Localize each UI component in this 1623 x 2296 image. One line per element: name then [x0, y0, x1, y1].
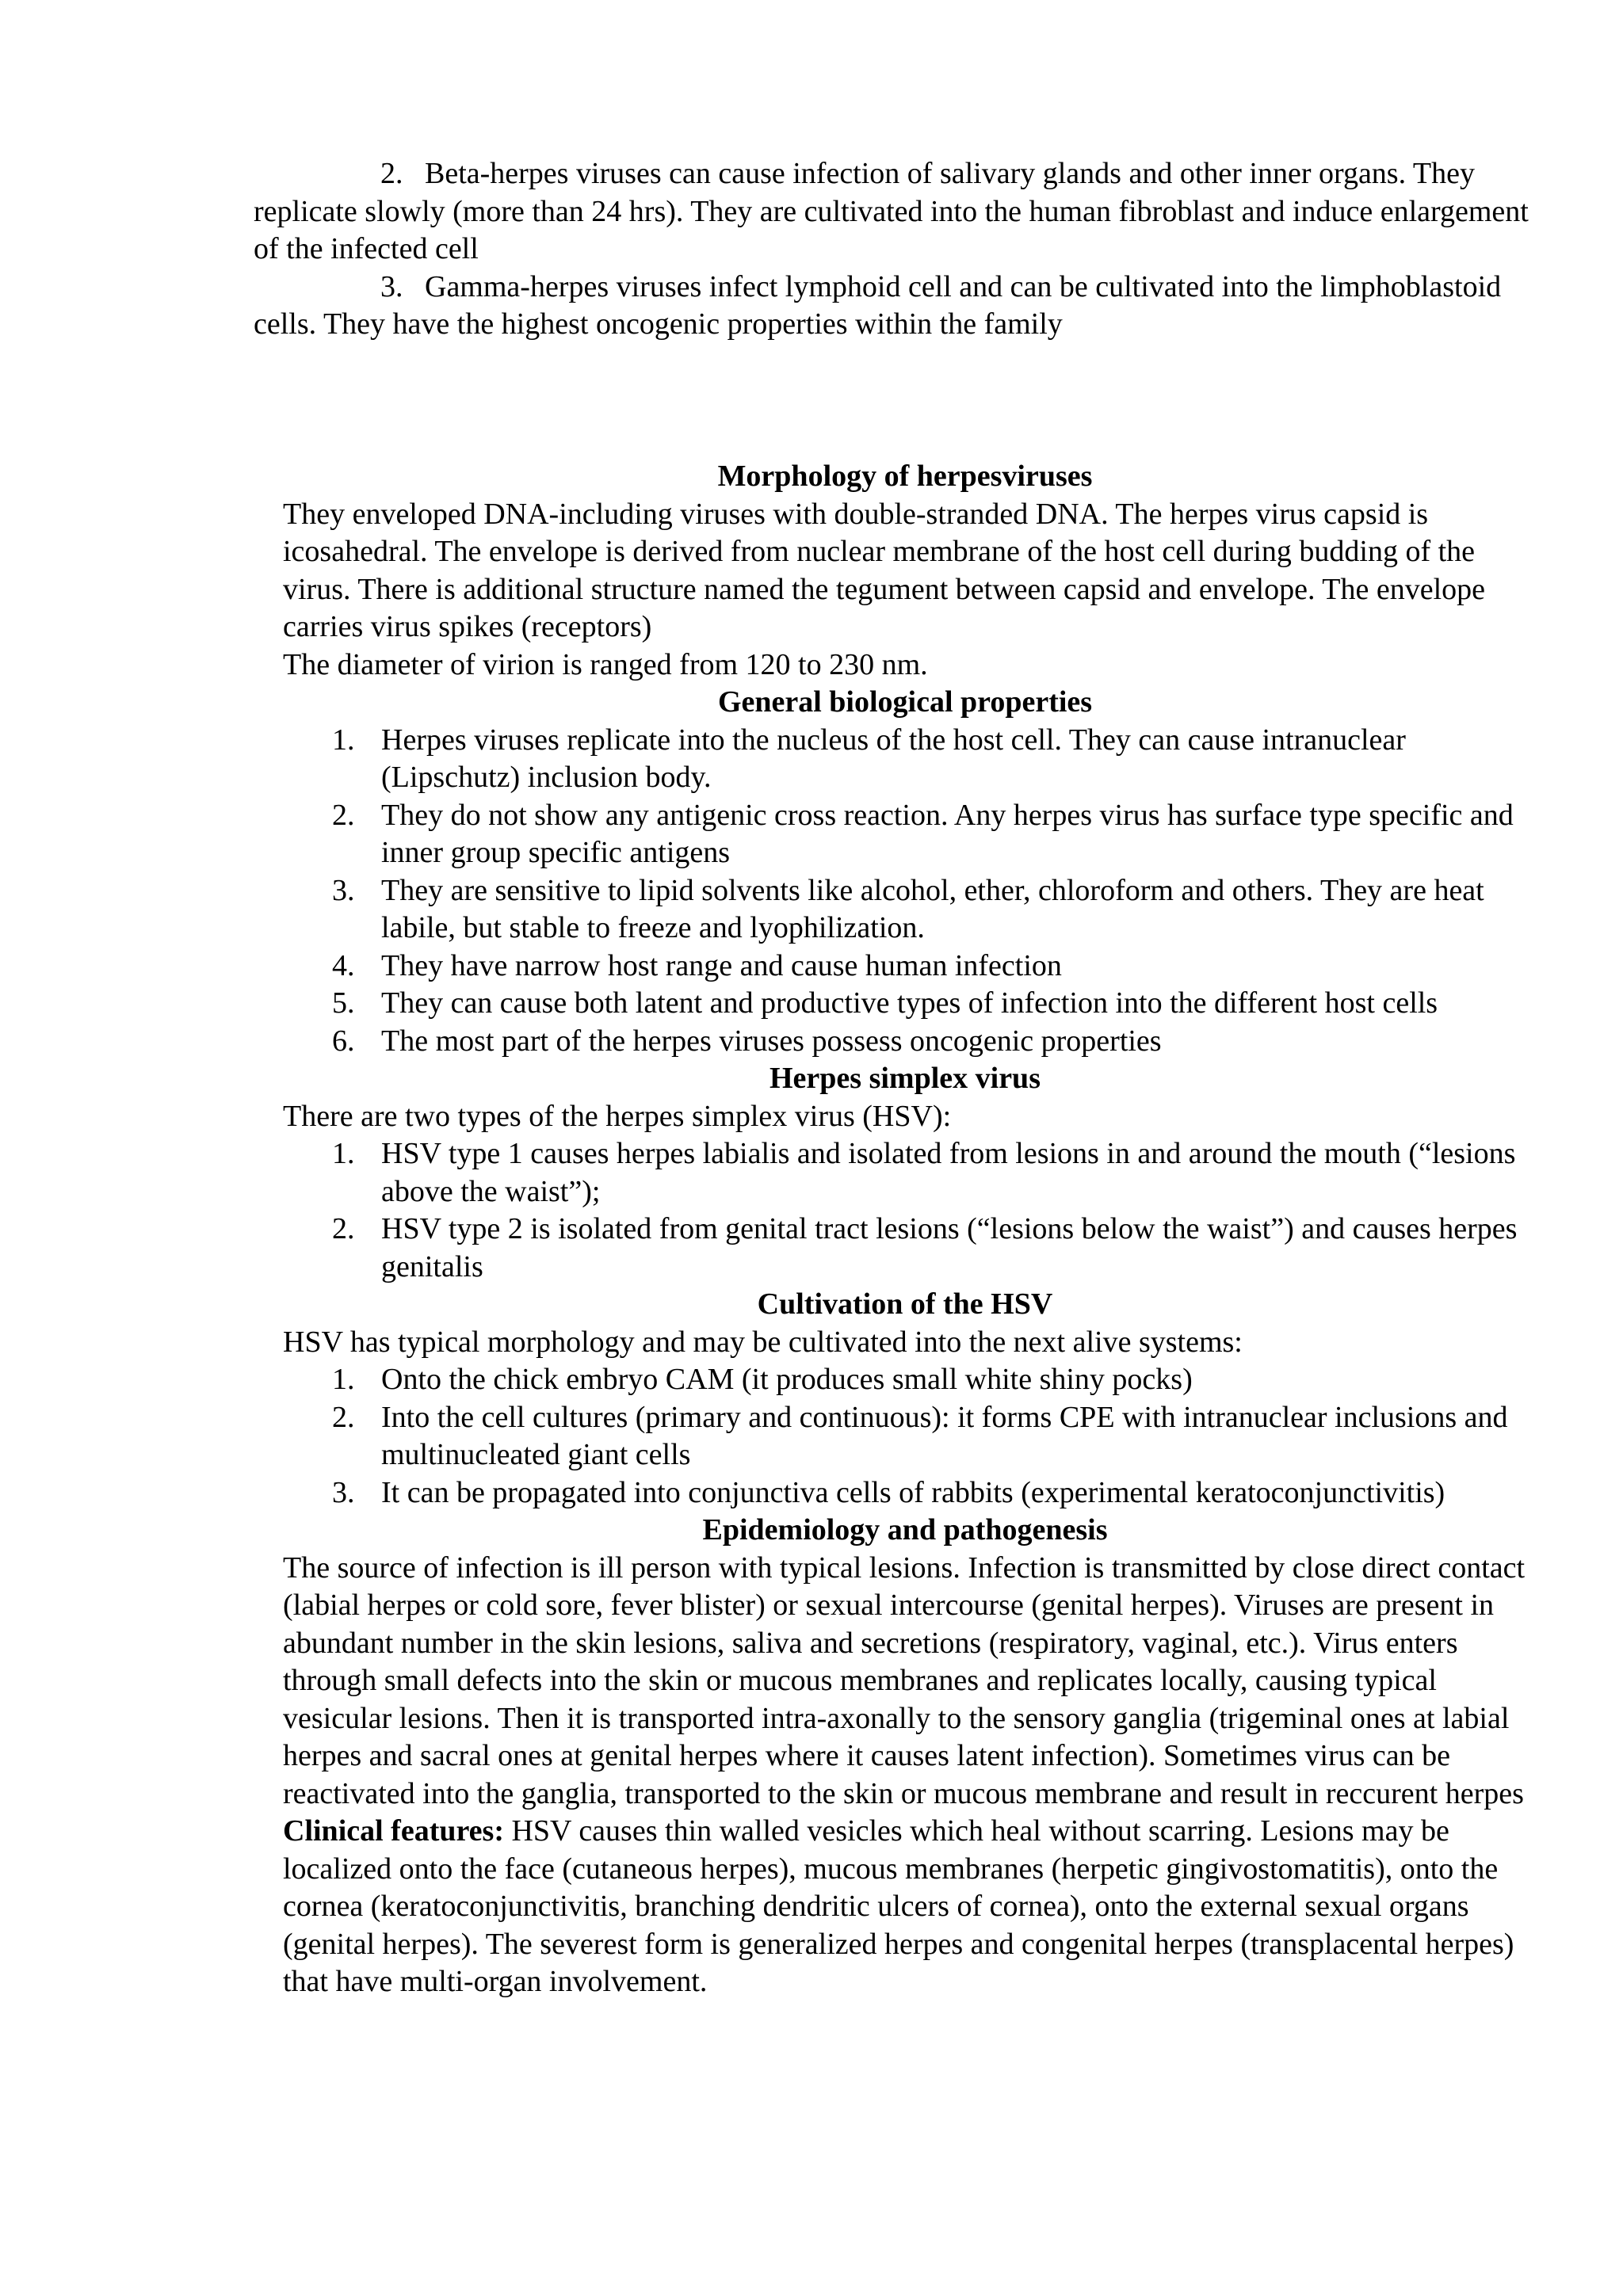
- list-number: 3.: [332, 873, 355, 907]
- list-item-text: Into the cell cultures (primary and continuous): it forms CPE with intranuclear inclusions and multinucleated giant cells: [381, 1400, 1508, 1471]
- general-properties-list: [283, 722, 1527, 1061]
- intro-item-beta: [254, 155, 1553, 269]
- list-item-text: Beta-herpes viruses can cause infection of salivary glands and other inner organs. They replicate slowly (more than 24 hrs). They are cultivated into the human fibroblast and induce enlargement of the infected cell: [254, 157, 1529, 265]
- clinical-features-label: Clinical features:: [283, 1814, 504, 1848]
- list-item: [283, 722, 1527, 797]
- list-item-text: They can cause both latent and productive types of infection into the different host cells: [381, 986, 1438, 1020]
- list-number: 5.: [332, 986, 355, 1020]
- intro-item-gamma: [254, 269, 1553, 344]
- list-item-text: It can be propagated into conjunctiva cells of rabbits (experimental keratoconjunctivitis): [381, 1475, 1445, 1509]
- list-number: 3.: [380, 269, 403, 303]
- list-item-text: They do not show any antigenic cross reaction. Any herpes virus has surface type specific and inner group specific antigens: [381, 798, 1514, 869]
- hsv-intro: There are two types of the herpes simplex virus (HSV):: [283, 1099, 952, 1133]
- heading-general-properties: General biological properties: [717, 685, 1093, 719]
- list-number: 1.: [332, 723, 355, 757]
- hsv-types-list: [283, 1135, 1527, 1286]
- list-item-text: Onto the chick embryo CAM (it produces small white shiny pocks): [381, 1363, 1193, 1396]
- list-item: [283, 948, 1527, 986]
- intro-section: [254, 155, 1553, 344]
- main-content: [283, 458, 1527, 2001]
- list-item-text: HSV type 1 causes herpes labialis and isolated from lesions in and around the mouth (“lesions above the waist”);: [381, 1137, 1516, 1208]
- list-item: [283, 872, 1527, 948]
- list-number: 2.: [332, 798, 355, 832]
- cultivation-intro: HSV has typical morphology and may be cultivated into the next alive systems:: [283, 1325, 1243, 1359]
- list-item-text: HSV type 2 is isolated from genital tract lesions (“lesions below the waist”) and causes herpes genitalis: [381, 1212, 1518, 1283]
- list-number: 4.: [332, 948, 355, 982]
- virion-diameter-paragraph: The diameter of virion is ranged from 120 to 230 nm.: [283, 647, 928, 681]
- clinical-features-paragraph: [283, 1813, 1527, 2001]
- list-item: [283, 1135, 1527, 1211]
- cultivation-list: [283, 1361, 1527, 1512]
- list-number: 2.: [332, 1400, 355, 1434]
- heading-epidemiology: Epidemiology and pathogenesis: [702, 1513, 1108, 1547]
- list-item-text: Herpes viruses replicate into the nucleus of the host cell. They can cause intranuclear (Lipschutz) inclusion body.: [381, 723, 1406, 794]
- list-item: [283, 985, 1527, 1023]
- epidemiology-paragraph: The source of infection is ill person with typical lesions. Infection is transmitted by close direct contact (labial herpes or cold sore, fever blister) or sexual intercourse (genital herpes). Viruses are present in abundant number in the skin lesions, saliva and secretions (respiratory, vaginal, etc.). Virus enters through small defects into the skin or mucous membranes and replicates locally, causing typical vesicular lesions. Then it is transported intra-axonally to the sensory ganglia (trigeminal ones at labial herpes and sacral ones at genital herpes where it causes latent infection). Sometimes virus can be reactivated into the ganglia, transported to the skin or mucous membrane and result in reccurent herpes: [283, 1550, 1526, 1810]
- list-number: 1.: [332, 1363, 355, 1396]
- list-item: [283, 1474, 1527, 1512]
- heading-morphology: Morphology of herpesviruses: [717, 460, 1093, 493]
- list-item: [283, 1023, 1527, 1061]
- list-number: 3.: [332, 1475, 355, 1509]
- list-item: [283, 1399, 1527, 1474]
- list-number: 2.: [332, 1212, 355, 1245]
- list-item: [283, 1211, 1527, 1286]
- clinical-features-text: HSV causes thin walled vesicles which heal without scarring. Lesions may be localized onto the face (cutaneous herpes), mucous membranes (herpetic gingivostomatitis), onto the cornea (keratoconjunctivitis, branching dendritic ulcers of cornea), onto the external sexual organs (genital herpes). The severest form is generalized herpes and congenital herpes (transplacental herpes) that have multi-organ involvement.: [283, 1814, 1514, 1998]
- list-item: [283, 797, 1527, 872]
- list-item-text: Gamma-herpes viruses infect lymphoid cell and can be cultivated into the limphoblastoid cells. They have the highest oncogenic properties within the family: [254, 269, 1502, 341]
- morphology-paragraph: They enveloped DNA-including viruses with double-stranded DNA. The herpes virus capsid is icosahedral. The envelope is derived from nuclear membrane of the host cell during budding of the virus. There is additional structure named the tegument between capsid and envelope. The envelope carries virus spikes (receptors): [283, 497, 1486, 643]
- list-item-text: They are sensitive to lipid solvents like alcohol, ether, chloroform and others. They are heat labile, but stable to freeze and lyophilization.: [381, 873, 1484, 944]
- list-item-text: They have narrow host range and cause human infection: [381, 948, 1062, 982]
- list-item: [283, 1361, 1527, 1399]
- list-number: 6.: [332, 1024, 355, 1058]
- heading-cultivation: Cultivation of the HSV: [757, 1287, 1053, 1321]
- heading-herpes-simplex: Herpes simplex virus: [769, 1062, 1041, 1095]
- list-item-text: The most part of the herpes viruses possess oncogenic properties: [381, 1024, 1162, 1058]
- list-number: 1.: [332, 1137, 355, 1170]
- list-number: 2.: [380, 157, 403, 190]
